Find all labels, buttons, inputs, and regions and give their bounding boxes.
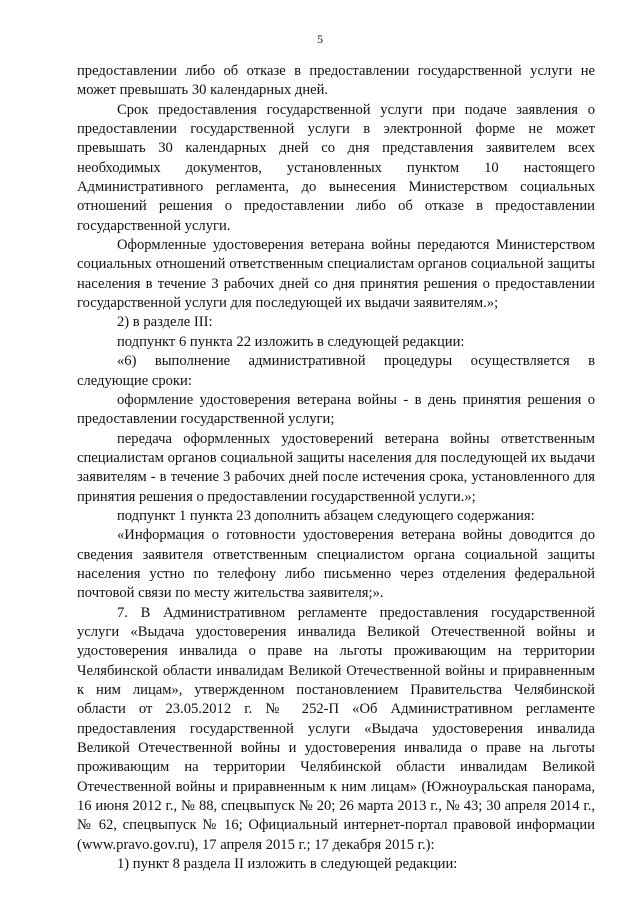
paragraph: подпункт 6 пункта 22 изложить в следующей редакции: bbox=[117, 333, 465, 350]
paragraph: Оформленные удостоверения ветерана войны передаются Министерством социальных отношений ответственным специалистам органов социальной защиты населения в течение 3 рабочих дней со дня принятия решения о предоставлении государственной услуги для последующей их выдачи заявителям.»; bbox=[77, 237, 595, 312]
page-number: 5 bbox=[317, 32, 323, 46]
paragraph: предоставлении либо об отказе в предоставлении государственной услуги не может превышать 30 календарных дней. bbox=[77, 63, 595, 99]
paragraph: подпункт 1 пункта 23 дополнить абзацем следующего содержания: bbox=[117, 507, 535, 524]
paragraph: 7. В Административном регламенте предоставления государственной услуги «Выдача удостоверения инвалида Великой Отечественной войны и удостоверения инвалида о праве на льготы проживающим на территории Челябинской области инвалидам Великой Отечественной войны и приравненным к ним лицам», утвержденном постановлением Правительства Челябинской области от 23.05.2012 г. № 252-П «Об Административном регламенте предоставления государственной услуги «Выдача удостоверения инвалида Великой Отечественной войны и удостоверения инвалида о праве на льготы проживающим на территории Челябинской области инвалидам Великой Отечественной войны и приравненным к ним лицам» (Южноуральская панорама, 16 июня 2012 г., № 88, спецвыпуск № 20; 26 марта 2013 г., № 43; 30 апреля 2014 г., № 62, спецвыпуск № 16; Официальный интернет-портал правовой информации (www.pravo.gov.ru), 17 апреля 2015 г.; 17 декабря 2015 г.): bbox=[77, 604, 595, 853]
document-body bbox=[77, 62, 595, 874]
paragraph: «6) выполнение административной процедуры осуществляется в следующие сроки: bbox=[77, 353, 595, 389]
paragraph: 1) пункт 8 раздела II изложить в следующей редакции: bbox=[117, 856, 458, 873]
paragraph: 2) в разделе III: bbox=[117, 314, 213, 331]
paragraph: Срок предоставления государственной услуги при подаче заявления о предоставлении государственной услуги в электронной форме не может превышать 30 календарных дней со дня представления заявителем всех необходимых документов, установленных пунктом 10 настоящего Административного регламента, до вынесения Министерством социальных отношений решения о предоставлении либо об отказе в предоставлении государственной услуги. bbox=[77, 101, 595, 234]
paragraph: передача оформленных удостоверений ветерана войны ответственным специалистам органов социальной защиты населения для последующей их выдачи заявителям - в течение 3 рабочих дней после истечения срока, установленного для принятия решения о предоставлении государственной услуги.»; bbox=[77, 430, 595, 505]
paragraph: «Информация о готовности удостоверения ветерана войны доводится до сведения заявителя ответственным специалистом органа социальной защиты населения устно по телефону либо письменно через отделения федеральной почтовой связи по месту жительства заявителя;». bbox=[77, 527, 595, 602]
paragraph: оформление удостоверения ветерана войны - в день принятия решения о предоставлении государственной услуги; bbox=[77, 391, 595, 428]
